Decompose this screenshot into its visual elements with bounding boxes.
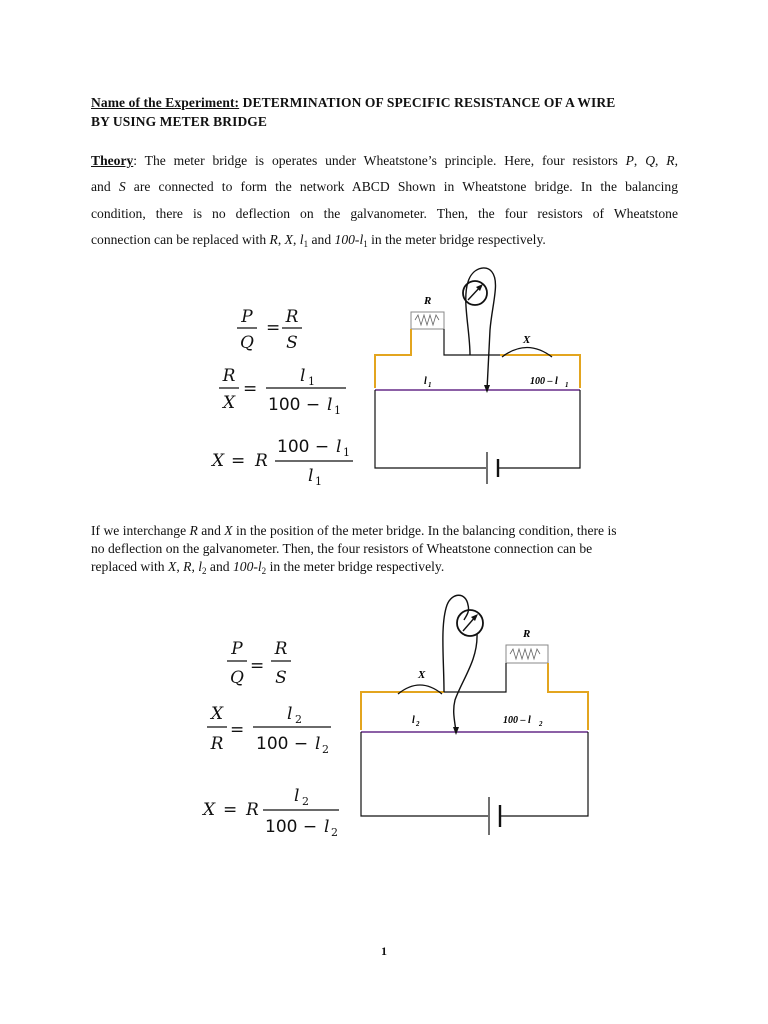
eq1-rnum: R bbox=[274, 639, 288, 659]
eq2-den: R bbox=[210, 734, 224, 754]
resistance-box-r bbox=[506, 645, 548, 663]
eq2-num: R bbox=[222, 366, 236, 386]
var-r: R bbox=[189, 523, 198, 538]
eq3-r: R bbox=[255, 451, 268, 471]
eq1-num: P bbox=[241, 307, 253, 327]
equals-sign: = bbox=[250, 656, 265, 676]
theory-line2-text: are connected to form the network ABCD Shown in Wheatstone bridge. In the balancing bbox=[133, 179, 678, 194]
label-100-l: 100 – l bbox=[503, 715, 531, 726]
para2-line-3: replaced with X, R, $l_2$ and $100-l_2$ in the meter bridge respectively. bbox=[91, 559, 445, 577]
eq2-rden-sub: 1 bbox=[334, 404, 341, 417]
equals-sign: = bbox=[223, 800, 238, 820]
eq1-rden: S bbox=[275, 668, 287, 688]
label-100-l-sub: 1 bbox=[565, 381, 569, 389]
equals-sign: = bbox=[243, 379, 258, 399]
label-l: l bbox=[412, 715, 415, 726]
equals-sign: = bbox=[230, 720, 245, 740]
eq2-rden-var: l bbox=[315, 734, 321, 754]
label-l-sub: 1 bbox=[428, 381, 432, 389]
eq3-num-sub: 2 bbox=[302, 795, 309, 808]
text: replaced with bbox=[91, 559, 165, 575]
wire bbox=[361, 732, 488, 816]
var-s: S bbox=[118, 179, 126, 194]
var-x: X bbox=[284, 232, 293, 247]
eq2-rnum-sub: 1 bbox=[308, 375, 315, 388]
eq2-num: X bbox=[210, 704, 224, 724]
eq2-den: X bbox=[222, 393, 236, 413]
subscript: 1 bbox=[303, 239, 309, 249]
expr-100-l: 100-l bbox=[334, 232, 364, 247]
var-q: Q bbox=[645, 153, 656, 168]
eq3-den-sub: 2 bbox=[331, 826, 338, 839]
eq2-rnum: l bbox=[300, 366, 306, 386]
eq3-den: l bbox=[308, 466, 314, 486]
eq3-num-sub: 1 bbox=[343, 446, 350, 459]
label-100-l: 100 – l bbox=[530, 376, 558, 387]
eq3-den-var: l bbox=[324, 817, 330, 837]
text: in the position of the meter bridge. In the balancing condition, there is bbox=[236, 523, 617, 538]
eq3-num-var: l bbox=[336, 437, 342, 457]
eq1-rden: S bbox=[286, 333, 298, 353]
equals-sign: = bbox=[266, 318, 281, 338]
equals-sign: = bbox=[231, 451, 246, 471]
eq3-num: l bbox=[294, 786, 300, 806]
bridge-strip-left bbox=[361, 692, 444, 730]
page-number: 1 bbox=[381, 944, 387, 958]
text: in the meter bridge respectively. bbox=[269, 559, 445, 575]
subscript: 2 bbox=[202, 566, 207, 577]
label-100-l-sub: 2 bbox=[539, 720, 543, 728]
eq2-rden: 100 − bbox=[268, 395, 321, 415]
comma: , bbox=[277, 232, 282, 247]
label-x: X bbox=[418, 669, 426, 681]
var-r: R bbox=[183, 559, 192, 575]
bridge-strip-right bbox=[548, 663, 588, 730]
word-and: and bbox=[201, 523, 221, 538]
eq3-lhs: X bbox=[203, 800, 216, 820]
text: If we interchange bbox=[91, 523, 187, 538]
word-and: and bbox=[91, 179, 111, 194]
name-label: Name of the Experiment bbox=[91, 95, 235, 110]
label-r: R bbox=[523, 628, 531, 640]
label-l-sub: 2 bbox=[416, 720, 420, 728]
eq2-rden: 100 − bbox=[256, 734, 309, 754]
var-l: l bbox=[299, 232, 304, 247]
comma-2: , bbox=[655, 153, 659, 168]
subscript: 2 bbox=[261, 566, 267, 577]
word-and: and bbox=[311, 232, 332, 247]
eq1-den: Q bbox=[230, 668, 244, 688]
wire bbox=[500, 732, 588, 816]
label-r: R bbox=[424, 295, 432, 307]
word-and: and bbox=[209, 559, 230, 575]
theory-line4-start: connection can be replaced with bbox=[91, 232, 267, 247]
eq2-rnum-sub: 2 bbox=[295, 713, 302, 726]
eq3-num: 100 − bbox=[277, 437, 330, 457]
eq3-lhs: X bbox=[212, 451, 225, 471]
jockey-lead bbox=[454, 634, 477, 732]
var-r: R bbox=[269, 232, 278, 247]
eq3-r: R bbox=[246, 800, 259, 820]
theory-line4-end: in the meter bridge respectively. bbox=[371, 232, 546, 247]
title-part-2: BY USING METER BRIDGE bbox=[91, 114, 268, 129]
eq2-rnum: l bbox=[287, 704, 293, 724]
eq2-rden-sub: 2 bbox=[322, 743, 329, 756]
comma-3: , bbox=[674, 153, 678, 168]
para2-line-2: no deflection on the galvanometer. Then, the four resistors of Wheatstone connection can be bbox=[91, 541, 593, 557]
eq1-num: P bbox=[231, 639, 243, 659]
label-l: l bbox=[424, 376, 427, 387]
theory-line3-text: condition, there is no deflection on the galvanometer. Then, the four resistors of Wheatstone bbox=[91, 206, 678, 221]
eq3-den: 100 − bbox=[265, 817, 318, 837]
var-r: R bbox=[666, 153, 675, 168]
name-colon: : bbox=[234, 95, 240, 110]
label-x: X bbox=[523, 334, 531, 346]
subscript: 1 bbox=[363, 239, 368, 249]
var-x: X bbox=[224, 523, 233, 538]
comma-1: , bbox=[633, 153, 638, 168]
eq1-rnum: R bbox=[285, 307, 299, 327]
jockey-arrowhead bbox=[453, 727, 459, 735]
var-x: X bbox=[168, 559, 177, 575]
comma: , bbox=[292, 232, 297, 247]
eq2-rden-var: l bbox=[327, 395, 333, 415]
title-part-1: DETERMINATION OF SPECIFIC RESISTANCE OF A WIRE bbox=[242, 95, 616, 110]
eq3-den-sub: 1 bbox=[315, 475, 322, 488]
var-p: P bbox=[625, 153, 634, 168]
theory-label: Theory bbox=[91, 153, 134, 168]
wire bbox=[444, 663, 506, 692]
eq1-den: Q bbox=[240, 333, 254, 353]
expr-100-l: 100-l bbox=[232, 559, 262, 575]
var-l: l bbox=[198, 559, 203, 575]
theory-line1-text: : The meter bridge is operates under Wheatstone’s principle. Here, four resistors bbox=[133, 153, 618, 168]
